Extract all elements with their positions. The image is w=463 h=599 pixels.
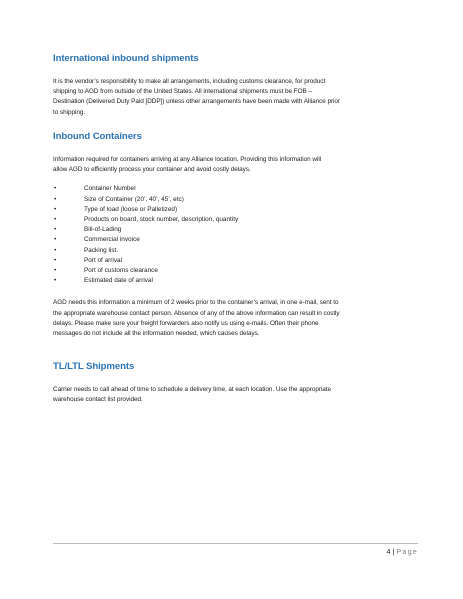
list-item-label: Port of arrival xyxy=(84,256,123,264)
page-number-label xyxy=(53,547,418,557)
list-item xyxy=(53,205,418,215)
footer-divider xyxy=(53,543,418,544)
bullet-icon: • xyxy=(54,256,57,264)
section-international xyxy=(53,52,418,118)
international-paragraph xyxy=(53,77,418,118)
inbound-closing-paragraph xyxy=(53,298,418,339)
bullet-icon: • xyxy=(54,195,57,203)
list-item-label: Commercial invoice xyxy=(84,236,140,244)
text-line: Destination (Delivered Duty Paid [DDP]) unless other arrangements have been made with Alliance prior xyxy=(53,98,340,106)
text-line: the appropriate warehouse contact person. Absence of any of the above information can result in costly xyxy=(53,309,340,317)
page-number: 4 xyxy=(386,547,391,556)
bullet-icon: • xyxy=(54,246,57,254)
list-item xyxy=(53,195,418,205)
list-item-label: Type of load (loose or Palletized) xyxy=(84,205,178,213)
bullet-icon: • xyxy=(54,205,57,213)
page-separator: | xyxy=(392,547,395,556)
page-word: Page xyxy=(396,547,418,556)
page-footer xyxy=(53,543,418,557)
required-info-list xyxy=(53,184,418,286)
text-line: allow AGD to efficiently process your container and avoid costly delays. xyxy=(53,166,251,174)
text-line: Information required for containers arriving at any Alliance location. Providing this information will xyxy=(53,156,322,163)
bullet-icon: • xyxy=(54,226,57,234)
list-item xyxy=(53,266,418,276)
list-item-label: Products on board, stock number, description, quantity xyxy=(84,216,239,224)
text-line: warehouse contact list provided. xyxy=(53,396,143,404)
list-item xyxy=(53,246,418,256)
section-inbound-containers xyxy=(53,130,418,339)
list-item-label: Container Number xyxy=(84,185,137,193)
bullet-icon: • xyxy=(54,236,57,244)
list-item-label: Estimated date of arrival xyxy=(84,277,153,285)
list-item xyxy=(53,184,418,194)
list-item xyxy=(53,235,418,245)
text-line: shipping to AGD from outside of the United States. All international shipments must be FOB – xyxy=(53,88,312,96)
list-item xyxy=(53,256,418,266)
text-line: messages do not include all the information needed, which causes delays. xyxy=(53,330,260,338)
list-item-label: Port of customs clearance xyxy=(84,267,158,275)
list-item xyxy=(53,215,418,225)
text-line: Carrier needs to call ahead of time to schedule a delivery time, at each location. Use the appropriate xyxy=(53,386,332,393)
section-heading-inbound-containers: Inbound Containers xyxy=(53,131,142,142)
text-line: AGD needs this information a minimum of 2 weeks prior to the container’s arrival, in one e-mail, sent to xyxy=(53,299,339,307)
bullet-icon: • xyxy=(54,267,57,275)
inbound-intro-paragraph xyxy=(53,155,418,175)
text-line: It is the vendor’s responsibility to make all arrangements, including customs clearance, for product xyxy=(53,78,326,85)
section-heading-tl-ltl: TL/LTL Shipments xyxy=(53,361,135,372)
bullet-icon: • xyxy=(54,277,57,285)
text-line: delays. Please make sure your freight forwarders also notify us using e-mails. Often their phone xyxy=(53,319,319,327)
list-item xyxy=(53,225,418,235)
list-item-label: Size of Container (20’, 40’, 45’, etc) xyxy=(84,195,184,203)
section-tl-ltl xyxy=(53,360,418,405)
section-heading-international: International inbound shipments xyxy=(53,53,199,64)
tl-ltl-paragraph xyxy=(53,385,418,405)
list-item-label: Packing list. xyxy=(84,246,119,254)
list-item xyxy=(53,276,418,286)
text-line: to shipping. xyxy=(53,108,86,116)
list-item-label: Bill-of-Lading xyxy=(84,226,122,234)
bullet-icon: • xyxy=(54,216,57,224)
bullet-icon: • xyxy=(54,185,57,193)
